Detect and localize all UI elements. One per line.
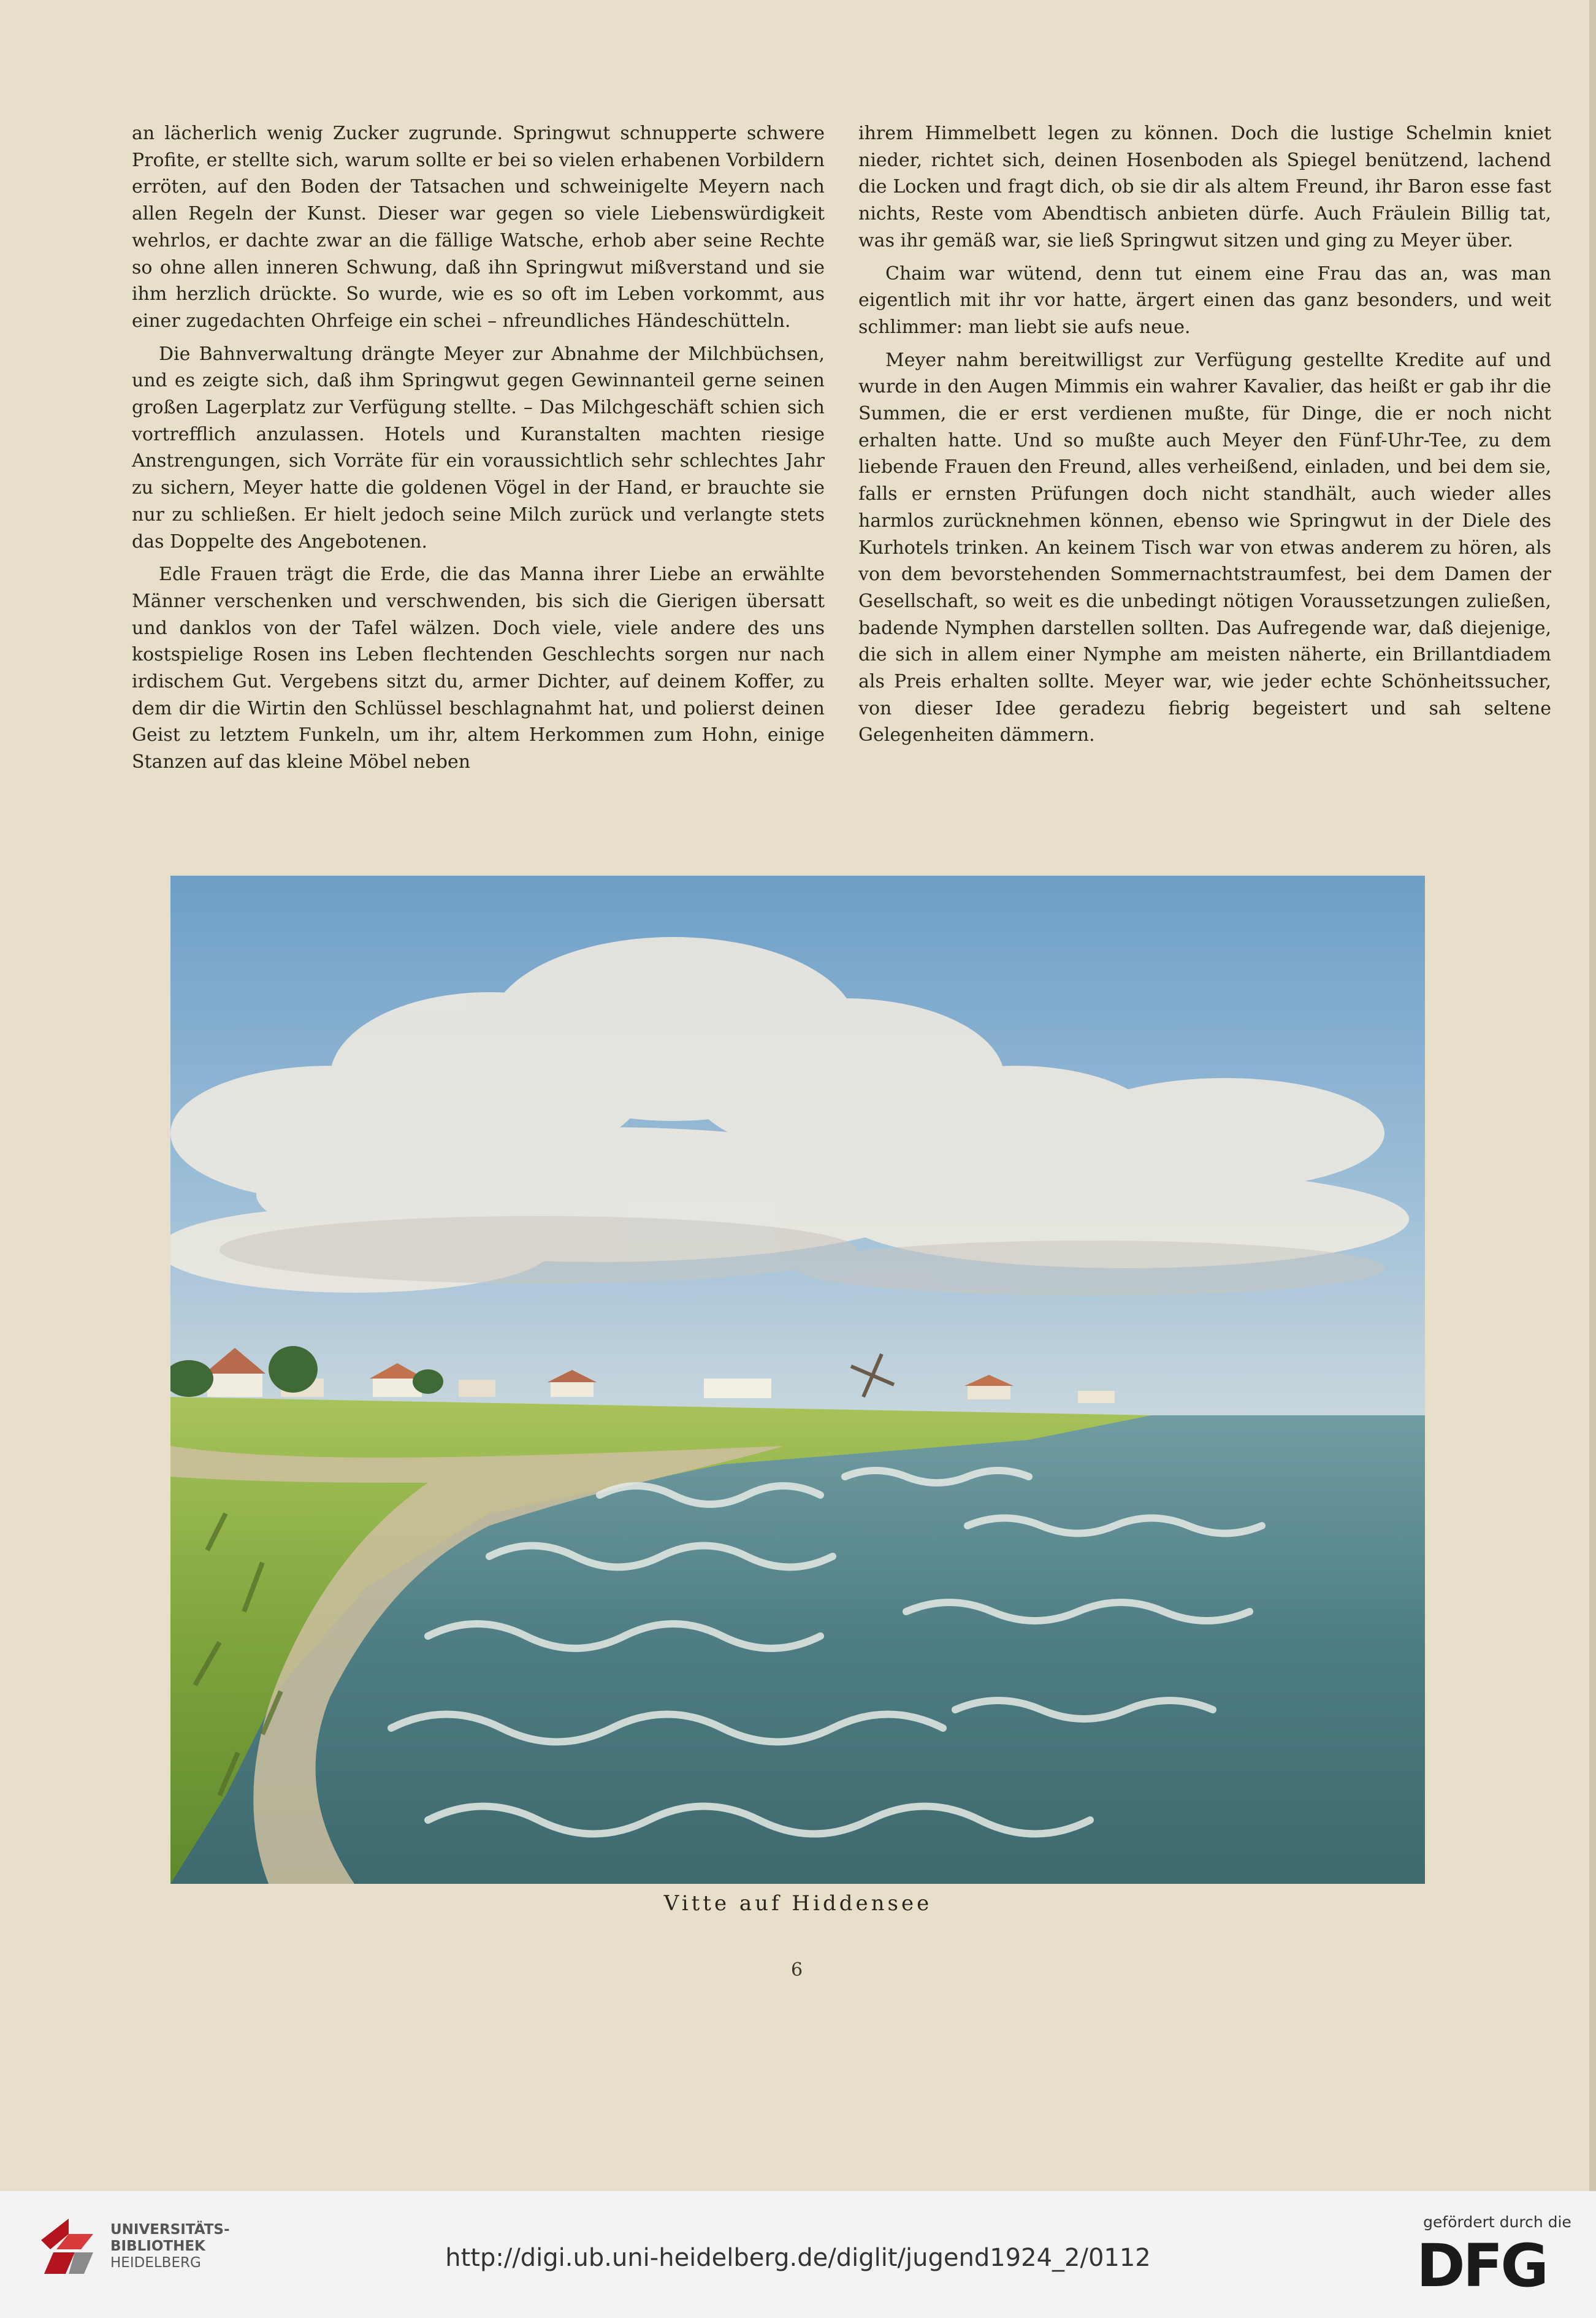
library-name-line: BIBLIOTHEK [110,2238,205,2254]
paragraph: an lächerlich wenig Zucker zugrunde. Springwut schnupperte schwere Profite, er stellte sich, warum sollte er bei so vielen erhabenen Vorbildern erröten, auf den Boden der Tatsachen und schweinigelte Meyern nach allen Regeln der Kunst. Dieser war gegen so viele Liebenswürdigkeit wehrlos, er dachte zwar an die fällige Watsche, erhob aber seine Rechte so ohne allen inneren Schwung, daß ihn Springwut mißverstand und sie ihm herzlich drückte. So wurde, wie es so oft im Leben vorkommt, aus einer zugedachten Ohrfeige ein schei – nfreundliches Händeschütteln. [132,123,825,332]
digitization-footer [0,2191,1596,2318]
paragraph: Chaim war wütend, denn tut einem eine Frau das an, was man eigentlich mit ihr vor hatte, ärgert einen das ganz besonders, und weit schlimmer: man liebt sie aufs neue. [858,262,1551,338]
text-column-right [858,120,1551,755]
paragraph: Die Bahnverwaltung drängte Meyer zur Abnahme der Milchbüchsen, und es zeigte sich, daß ihm Springwut gegen Gewinnanteil gerne seinen großen Lagerplatz zur Verfügung stellte. – Das Milchgeschäft schien sich vortrefflich anzulassen. Hotels und Kuranstalten machten riesige Anstrengungen, sich Vorräte für ein voraussichtlich sehr schlechtes Jahr zu sichern, Meyer hatte die goldenen Vögel in der Hand, er brauchte sie nur zu schließen. Er hielt jedoch seine Milch zurück und verlangte stets das Doppelte des Angebotenen. [132,343,825,553]
source-url-link[interactable]: http://digi.ub.uni-heidelberg.de/diglit/jugend1924_2/0112 [445,2244,1151,2272]
landscape-illustration [170,876,1425,1884]
text-column-left [132,120,825,782]
paragraph: ihrem Himmelbett legen zu können. Doch die lustige Schelmin kniet nieder, richtet sich, deinen Hosenboden als Spiegel benützend, lachend die Locken und fragt dich, ob sie dir als altem Freund, ihr Baron esse fast nichts, Reste vom Abendtisch anbieten dürfe. Auch Fräulein Billig tat, was ihr gemäß war, sie ließ Springwut sitzen und ging zu Meyer über. [858,123,1551,251]
library-name-line: UNIVERSITÄTS- [110,2222,230,2238]
page-number: 6 [791,1959,803,1981]
sponsor-caption: gefördert durch die [1423,2213,1571,2231]
dfg-logo: DFG [1416,2232,1547,2300]
illustration-caption: Vitte auf Hiddensee [663,1891,933,1916]
painting-vitte-hiddensee [170,876,1425,1884]
library-name-line: HEIDELBERG [110,2255,201,2271]
paragraph: Meyer nahm bereitwilligst zur Verfügung gestellte Kredite auf und wurde in den Augen Mimmis ein wahrer Kavalier, das heißt er gab ihr die Summen, die er erst verdienen mußte, für Dinge, die er noch nicht erhalten hatte. Und so mußte auch Meyer den Fünf-Uhr-Tee, zu dem liebende Frauen den Freund, alles verheißend, einladen, und bei dem sie, falls er ernsten Prüfungen doch nicht standhält, auch wieder alles harmlos zurücknehmen können, ebenso wie Springwut in der Diele des Kurhotels trinken. An keinem Tisch war von etwas anderem zu hören, als von dem bevorstehenden Sommernachtstraumfest, bei dem Damen der Gesellschaft, so weit es die unbedingt nötigen Voraussetzungen zuließen, badende Nymphen darstellen sollten. Das Aufregende war, daß diejenige, die sich in allem einer Nymphe am meisten näherte, ein Brillantdiadem als Preis erhalten sollte. Meyer war, wie jeder echte Schönheitssucher, von dieser Idee geradezu fiebrig begeistert und sah seltene Gelegenheiten dämmern. [858,349,1551,746]
paragraph: Edle Frauen trägt die Erde, die das Manna ihrer Liebe an erwählte Männer verschenken und verschwenden, bis sich die Gierigen übersatt und danklos von der Tafel wälzen. Doch viele, viele andere des uns kostspielige Rosen ins Leben flechtenden Geschlechts sorgen nur nach irdischem Gut. Vergebens sitzt du, armer Dichter, auf deinem Koffer, zu dem dir die Wirtin den Schlüssel beschlagnahmt hat, und polierst deinen Geist zu letztem Funkeln, um ihr, altem Herkommen zum Hohn, einige Stanzen auf das kleine Möbel neben [132,564,825,773]
